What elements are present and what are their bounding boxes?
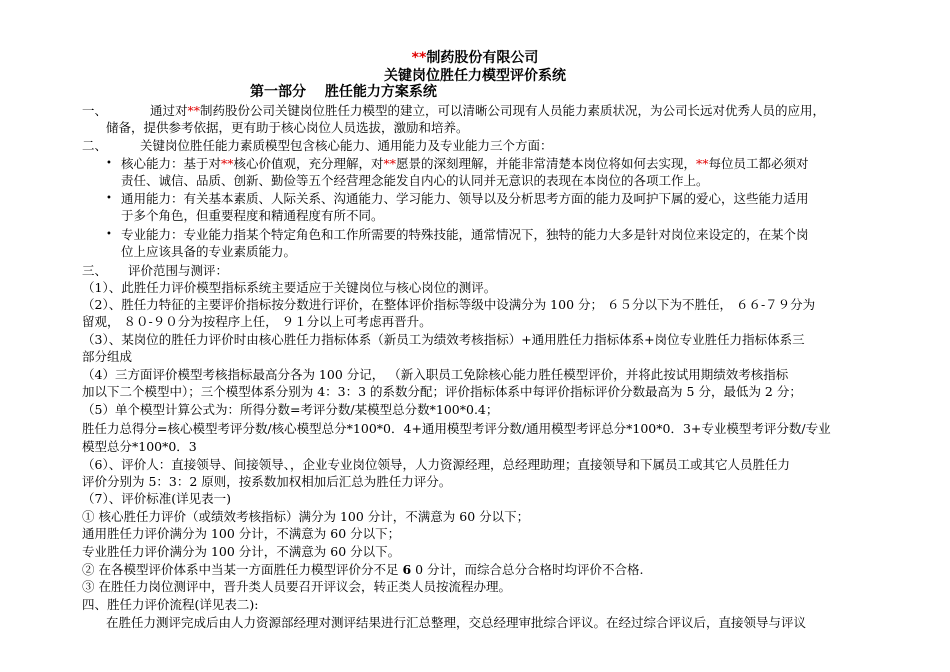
pro-ability-line1: 专业能力：专业能力指某个特定角色和工作所需要的特殊技能，通常情况下，独特的能力大多是针对岗位来设定的，在某个岗	[121, 227, 809, 242]
criteria-general: 通用胜任力评价满分为 100 分计，不满意为 60 分以下；	[82, 526, 401, 541]
criteria-professional: 专业胜任力评价满分为 100 分计，不满意为 60 分以下。	[82, 544, 401, 559]
section3-p2-line1: （2）、胜任力特征的主要评价指标按分数进行评价，在整体评价指标等级中设满分为 100 分； ６５分以下为不胜任， ６６-７９分为	[82, 297, 816, 312]
section1-number: 一、	[82, 103, 108, 118]
core-ability-line1: 核心能力：基于对**核心价值观，充分理解，对**愿景的深刻理解，并能非常清楚本岗位将如何去实现，**每位员工都必须对	[121, 156, 809, 171]
company-name: 制药股份有限公司	[426, 50, 539, 66]
section1-line1: 一、 通过对**制药股份公司关键岗位胜任力模型的建立，可以清晰公司现有人员能力素质状况，为公司长远对优秀人员的应用，	[82, 103, 826, 118]
core-ability-line2: 责任、诚信、品质、创新、勤俭等五个经营理念能发自内心的认同并无意识的表现在本岗位的各项工作上。	[121, 173, 709, 188]
section3-p5-line2: 胜任力总得分=核心模型考评分数/核心模型总分*100*0．4+通用模型考评分数/通用模型考评总分*100*0．3+专业模型考评分数/专业	[82, 421, 831, 436]
section3-p4-line2: 加以下二个模型中）；三个模型体系分别为 4：3：3 的系数分配；评价指标体系中每评价指标评价分数最高为 5 分，最低为 2 分；	[82, 384, 802, 399]
section3-p4-line1: （4）三方面评价模型考核指标最高分各为 100 分记， （新入职员工免除核心能力胜任模型评价，并将此按试用期绩效考核指标	[82, 367, 789, 382]
bullet-icon: •	[106, 193, 112, 204]
criteria-minimum: ② 在各模型评价体系中当某一方面胜任力模型评价分不足 6 0 分计，而综合总分合格时均评价不合格.	[82, 562, 644, 577]
section1-line2: 储备，提供参考依据，更有助于核心岗位人员选拔，激励和培养。	[106, 120, 469, 135]
section3-p1: （1）、此胜任力评价模型指标系统主要适应于关键岗位与核心岗位的测评。	[82, 280, 497, 295]
section3-p2-line2: 留观， ８０-９０分为按程序上任， ９１分以上可考虑再晋升。	[82, 314, 432, 329]
section4-title: 四、胜任力评价流程(详见表二):	[82, 597, 259, 612]
section2-number: 二、	[82, 138, 108, 153]
section3-number: 三、	[82, 263, 108, 278]
section3-p3-line1: （3）、某岗位的胜任力评价时由核心胜任力指标体系（新员工为绩效考核指标）+通用胜任力指标体系+岗位专业胜任力指标体系三	[82, 332, 805, 347]
company-prefix: **	[411, 50, 427, 66]
criteria-review: ③ 在胜任力岗位测评中，晋升类人员要召开评议会，转正类人员按流程办理。	[82, 579, 511, 594]
section3-p6-line1: （6）、评价人：直接领导、间接领导、，企业专业岗位领导，人力资源经理，总经理助理；直接领导和下属员工或其它人员胜任力	[82, 457, 790, 472]
section3-p5: （5）单个模型计算公式为：所得分数=考评分数/某模型总分数*100*0.4；	[82, 402, 499, 417]
system-title: 关键岗位胜任力模型评价系统	[384, 68, 566, 84]
section3-p6-line2: 评价分别为 5：3：2 原则，按系数加权相加后汇总为胜任力评分。	[82, 474, 452, 489]
part-title: 第一部分 胜任能力方案系统	[250, 84, 437, 100]
section3-title: 三、 评价范围与测评：	[82, 263, 229, 278]
section3-p7: （7）、评价标准(详见表一)	[82, 491, 231, 506]
bullet-icon: •	[106, 158, 112, 169]
general-ability-line2: 于多个角色，但重要程度和精通程度有所不同。	[121, 208, 384, 223]
section3-p5-line3: 模型总分*100*0．3	[82, 439, 197, 454]
general-ability-line1: 通用能力：有关基本素质、人际关系、沟通能力、学习能力、领导以及分析思考方面的能力及呵护下属的爱心，这些能力适用	[121, 191, 809, 206]
criteria-core: ① 核心胜任力评价（或绩效考核指标）满分为 100 分计，不满意为 60 分以下；	[82, 509, 530, 524]
section2-intro: 二、 关键岗位胜任能力素质模型包含核心能力、通用能力及专业能力三个方面：	[82, 138, 553, 153]
section4-p1: 在胜任力测评完成后由人力资源部经理对测评结果进行汇总整理，交总经理审批综合评议。在经过综合评议后，直接领导与评议	[106, 615, 807, 630]
company-title	[0, 50, 950, 66]
pro-ability-line2: 位上应该具备的专业素质能力。	[121, 244, 297, 259]
bullet-icon: •	[106, 229, 112, 240]
section3-p3-line2: 部分组成	[82, 349, 133, 364]
